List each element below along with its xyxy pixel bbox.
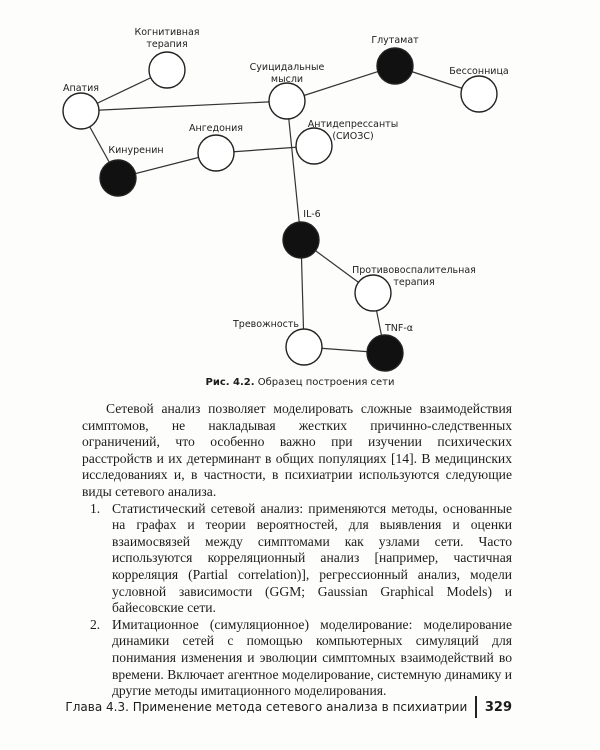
node-insomnia — [461, 76, 497, 112]
node-antiinflammatory — [355, 275, 391, 311]
intro-paragraph: Сетевой анализ позволяет моделировать сложные взаимодействия симптомов, не накладывая жестких причинно-следственных ограничений, что особенно важно при изучении психических расстройств и их детерминант в общих популяциях [14]. В медицинских исследованиях и, в частности, в психиатрии используются следующие виды сетевого анализа. — [82, 401, 512, 499]
running-title: Глава 4.3. Применение метода сетевого анализа в психиатрии — [65, 700, 468, 714]
node-label-line: Суицидальные — [249, 62, 325, 73]
node-label-insomnia — [449, 66, 509, 77]
node-label-line: (СИОЗС) — [332, 131, 374, 142]
figure-caption-label: Рис. 4.2. — [205, 377, 255, 388]
node-label-anhedonia — [189, 123, 243, 134]
network-nodes — [63, 27, 509, 371]
list-item — [90, 500, 512, 617]
node-label-line: терапия — [146, 39, 188, 50]
node-label-line: Антидепрессанты — [307, 119, 399, 130]
node-il6 — [283, 222, 319, 258]
node-label-line: Противовоспалительная — [352, 265, 476, 276]
node-anxiety — [286, 329, 322, 365]
node-label-line: TNF-α — [384, 323, 414, 334]
page-footer — [65, 696, 512, 718]
node-label-line: Глутамат — [371, 35, 419, 46]
figure-caption — [0, 377, 600, 388]
node-tnf — [367, 335, 403, 371]
node-label-suicidal — [250, 62, 325, 85]
node-label-apathy — [63, 83, 99, 94]
node-apathy — [63, 93, 99, 129]
node-label-line: Когнитивная — [134, 27, 200, 38]
list-item-text: Статистический сетевой анализ: применяются методы, основанные на графах и теории вероятностей, для выявления и оценки взаимосвязей между симптомами как узлами сети. Часто используются корреляционный анализ [например, частичная корреляция (Partial correlation)], регрессионный анализ, модели условной зависимости (GGM; Gaussian Graphical Models) и байесовские сети. — [112, 500, 512, 616]
node-label-anxiety — [232, 319, 299, 330]
node-label-line: Тревожность — [232, 319, 300, 330]
node-label-line: мысли — [270, 74, 304, 85]
body-text — [82, 401, 512, 700]
node-label-glutamate — [371, 35, 419, 46]
edge-apathy-suicidal — [81, 101, 287, 111]
list-item-text: Имитационное (симуляционное) моделирование: моделирование динамики сетей с помощью компьютерных симуляций для понимания изменения и эволюции симптомных взаимодействий во времени. Включает агентное моделирование, системную динамику и другие методы имитационного моделирования. — [112, 616, 512, 699]
edge-suicidal-il6 — [287, 101, 301, 240]
node-glutamate — [377, 48, 413, 84]
node-label-line: терапия — [393, 277, 435, 288]
node-label-cognitive — [135, 27, 200, 50]
node-label-line: Бессонница — [449, 66, 509, 77]
node-label-tnf — [384, 323, 413, 334]
analysis-types-list — [82, 501, 512, 700]
page-number: 329 — [484, 699, 512, 715]
list-item-number: 2. — [90, 616, 101, 632]
node-suicidal — [269, 83, 305, 119]
node-label-line: IL-6 — [303, 209, 321, 220]
node-antidepressants — [296, 128, 332, 164]
node-label-line: Ангедония — [188, 123, 244, 134]
node-label-kynurenine — [108, 145, 163, 156]
list-item-number: 1. — [90, 500, 101, 516]
figure-caption-text: Образец построения сети — [254, 377, 395, 388]
node-cognitive — [149, 52, 185, 88]
node-label-line: Кинуренин — [108, 145, 164, 156]
list-item — [90, 616, 512, 700]
node-label-il6 — [303, 209, 320, 220]
node-label-line: Апатия — [63, 83, 99, 94]
node-kynurenine — [100, 160, 136, 196]
node-anhedonia — [198, 135, 234, 171]
footer-divider — [475, 696, 477, 718]
